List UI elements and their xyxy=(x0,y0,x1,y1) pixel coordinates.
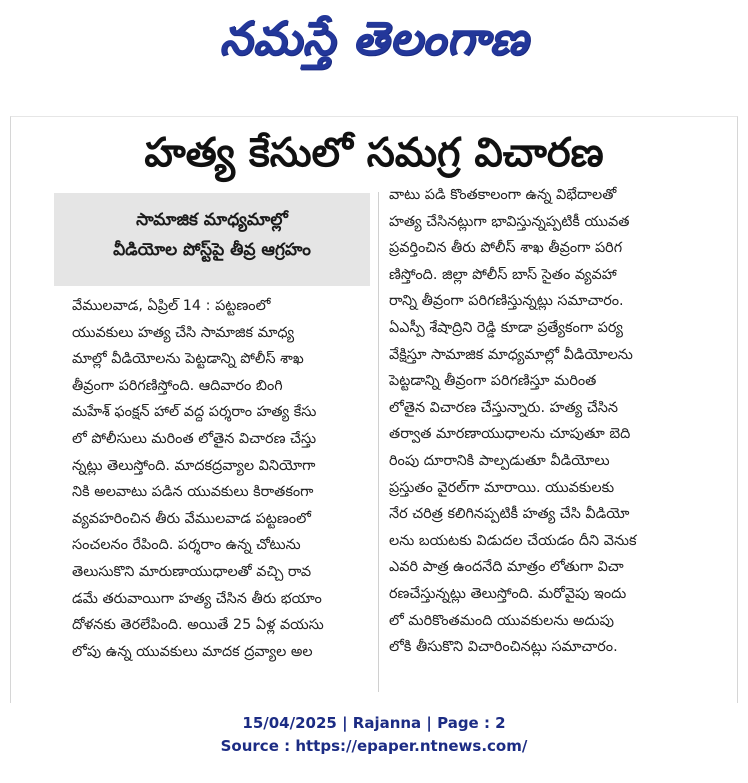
article-text-line: రాన్ని తీవ్రంగా పరిగణిస్తున్నట్లు సమాచారం. xyxy=(389,293,624,310)
article-text-line: ప్రవర్తించిన తీరు పోలీస్ శాఖ తీవ్రంగా పరిగ xyxy=(389,240,623,257)
article-text-line: రణచేస్తున్నట్లు తెలుస్తోంది. మరోవైపు ఇందు xyxy=(389,585,627,602)
article-text-line: ఎవరి పాత్ర ఉందనేది మాత్రం లోతుగా విచా xyxy=(389,559,624,576)
subheading-box xyxy=(54,193,370,286)
article-text-line: లోతైన విచారణ చేస్తున్నారు. హత్య చేసిన xyxy=(389,399,618,416)
article-text-line: వాటు పడి కొంతకాలంగా ఉన్న విభేదాలతో xyxy=(389,187,617,203)
article-text-line: లో మరికొంతమంది యువకులను అదుపు xyxy=(389,612,615,629)
article-text-line: లో పోలీసులు మరింత లోతైన విచారణ చేస్తు xyxy=(72,430,317,447)
footer-meta: 15/04/2025 | Rajanna | Page : 2 xyxy=(242,714,506,732)
article-text-line: వ్యవహరించిన తీరు వేములవాడ పట్టణంలో xyxy=(72,510,311,527)
article-text-line: తెలుసుకొని మారుణాయుధాలతో వచ్చి రావ xyxy=(72,563,312,580)
subheading-line-1: సామాజిక మాధ్యమాల్లో xyxy=(136,210,288,230)
article-text-line: ప్రస్తుతం వైరల్‌గా మారాయి. యువకులకు xyxy=(389,479,615,496)
masthead xyxy=(0,6,748,70)
page-footer xyxy=(0,712,748,758)
article-column-right xyxy=(389,182,705,661)
article-text-line: రింపు దూరానికి పాల్పడుతూ వీడియోలు xyxy=(389,452,610,469)
article-text-line: న్నట్లు తెలుస్తోంది. మాదకద్రవ్యాల వినియోగా xyxy=(72,457,316,474)
article-text-line: నికి అలవాటు పడిన యువకులు కిరాతకంగా xyxy=(72,484,314,501)
article-text-line: యువకులు హత్య చేసి సామాజిక మాధ్య xyxy=(72,324,295,341)
article-column-left xyxy=(72,293,364,665)
article-text-line: మహేశ్ ఫంక్షన్ హాల్ వద్ద పర్శరాం హత్య కేసు xyxy=(72,404,317,421)
article-text-line: లోపు ఉన్న యువకులు మాదక ద్రవ్యాల అల xyxy=(72,643,313,660)
subheading-line-2: వీడియోల పోస్ట్‌పై తీవ్ర ఆగ్రహం xyxy=(113,240,311,260)
column-divider xyxy=(378,192,379,692)
footer-source: Source : https://epaper.ntnews.com/ xyxy=(220,737,528,755)
article-text-line: మాల్లో వీడియోలను పెట్టడాన్ని పోలీస్ శాఖ xyxy=(72,351,304,368)
article-text-line: ఏఎస్పీ శేషాద్రిని రెడ్డి కూడా ప్రత్యేకంగా పర్య xyxy=(389,319,624,336)
article-text-line: లను బయటకు విడుదల చేయడం దీని వెనుక xyxy=(389,532,637,549)
article-text-line: నేర చరిత్ర కలిగినప్పటికీ హత్య చేసి వీడియో xyxy=(389,506,630,523)
article-text-line: లోకి తీసుకొని విచారించినట్లు సమాచారం. xyxy=(389,639,618,656)
newspaper-logo: నమస్తే తెలంగాణ xyxy=(219,11,529,65)
article-text-line: డమే తరువాయిగా హత్య చేసిన తీరు భయాం xyxy=(72,590,322,607)
article-text-line: దోళనకు తెరలేపింది. అయితే 25 ఏళ్ల వయసు xyxy=(72,617,324,634)
article-text-line: తీవ్రంగా పరిగణిస్తోంది. ఆదివారం బింగి xyxy=(72,377,283,394)
article-headline: హత్య కేసులో సమగ్ర విచారణ xyxy=(144,130,604,176)
article-text-line: వేములవాడ, ఏప్రిల్ 14 : పట్టణంలో xyxy=(72,298,271,314)
article-text-line: సంచలనం రేపింది. పర్శరాం ఉన్న చోటును xyxy=(72,537,301,554)
article-text-line: హత్య చేసినట్లుగా భావిస్తున్నప్పటికీ యువత xyxy=(389,213,630,230)
article-text-line: వేక్షిస్తూ సామాజిక మాధ్యమాల్లో వీడియోలను xyxy=(389,346,633,363)
article-text-line: తర్వాత మారణాయుధాలను చూపుతూ బెది xyxy=(389,426,631,443)
article-text-line: పెట్టడాన్ని తీవ్రంగా పరిగణిస్తూ మరింత xyxy=(389,373,597,390)
article-text-line: ణిస్తోంది. జిల్లా పోలీస్ బాస్ సైతం వ్యవహా xyxy=(389,266,617,283)
